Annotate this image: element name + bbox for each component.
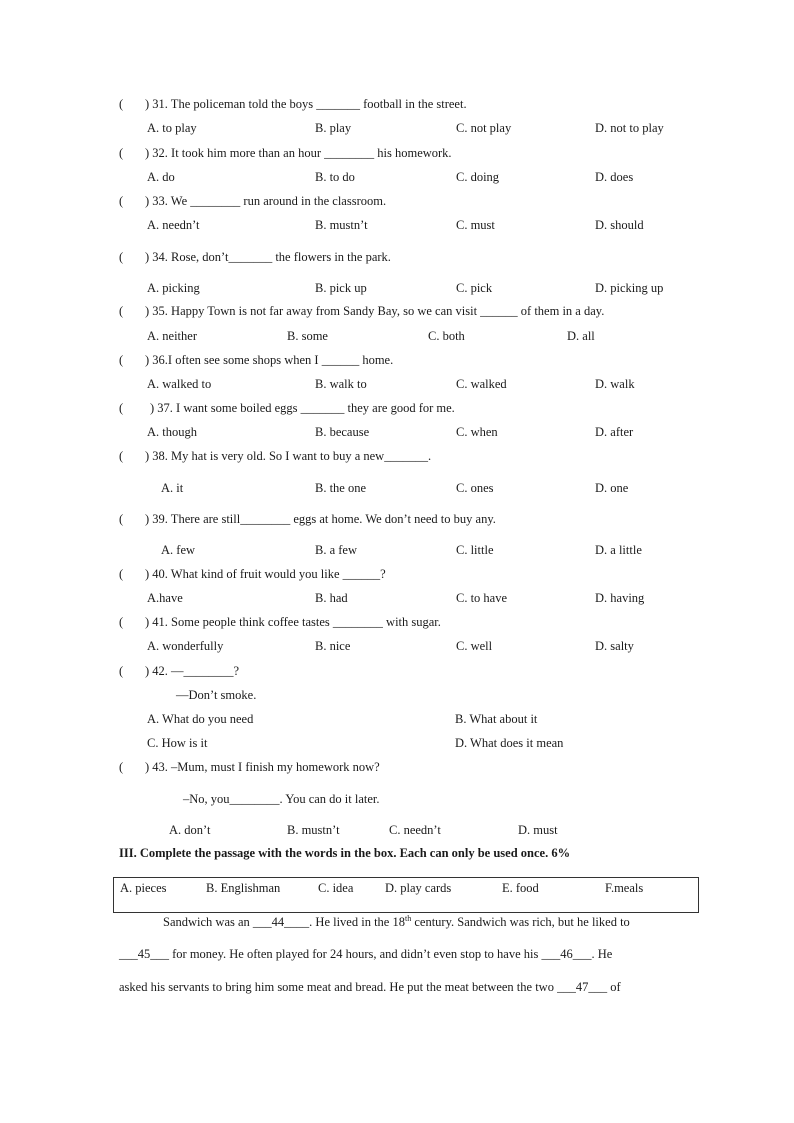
question-31: ( ) 31. The policeman told the boys _______ football in the street. bbox=[119, 97, 467, 111]
question-38: ( ) 38. My hat is very old. So I want to buy a new_______. bbox=[119, 449, 432, 463]
option-c: C. ones bbox=[456, 481, 494, 495]
passage-line-3: asked his servants to bring him some meat and bread. He put the meat between the two ___47___ of bbox=[119, 980, 621, 994]
option-c: C. needn’t bbox=[389, 823, 441, 837]
option-b: B. pick up bbox=[315, 281, 367, 295]
option-c: C. not play bbox=[456, 121, 512, 135]
option-d: D. What does it mean bbox=[455, 736, 564, 750]
option-c: C. must bbox=[456, 218, 495, 232]
word-box-item: A. pieces bbox=[120, 881, 167, 895]
option-b: B. the one bbox=[315, 481, 367, 495]
option-d: D. does bbox=[595, 170, 634, 184]
question-33: ( ) 33. We ________ run around in the classroom. bbox=[119, 194, 387, 208]
option-c: C. little bbox=[456, 543, 494, 557]
option-c: C. doing bbox=[456, 170, 500, 184]
option-c: C. to have bbox=[456, 591, 508, 605]
option-b: B. had bbox=[315, 591, 348, 605]
word-box-item: B. Englishman bbox=[206, 881, 281, 895]
passage-line-1: Sandwich was an ___44____. He lived in the 18th century. Sandwich was rich, but he liked to bbox=[163, 913, 630, 929]
question-40: ( ) 40. What kind of fruit would you like ______? bbox=[119, 567, 386, 581]
option-d: D. not to play bbox=[595, 121, 664, 135]
option-b: B. What about it bbox=[455, 712, 538, 726]
question-37: ( ) 37. I want some boiled eggs _______ they are good for me. bbox=[119, 401, 455, 415]
question-42: ( ) 42. —________? bbox=[119, 664, 240, 678]
option-c: C. walked bbox=[456, 377, 507, 391]
question-32: ( ) 32. It took him more than an hour ________ his homework. bbox=[119, 146, 452, 160]
option-c: C. both bbox=[428, 329, 465, 343]
question-39: ( ) 39. There are still________ eggs at home. We don’t need to buy any. bbox=[119, 512, 496, 526]
option-b: B. a few bbox=[315, 543, 357, 557]
passage-line-2: ___45___ for money. He often played for 24 hours, and didn’t even stop to have his ___46___. He bbox=[119, 947, 613, 961]
option-a: A. neither bbox=[147, 329, 197, 343]
option-b: B. mustn’t bbox=[287, 823, 340, 837]
option-d: D. picking up bbox=[595, 281, 664, 295]
option-b: B. nice bbox=[315, 639, 351, 653]
option-b: B. to do bbox=[315, 170, 355, 184]
option-a: A. What do you need bbox=[147, 712, 254, 726]
word-box-item: F.meals bbox=[605, 881, 644, 895]
option-a: A. few bbox=[161, 543, 196, 557]
option-a: A. it bbox=[161, 481, 184, 495]
option-d: D. must bbox=[518, 823, 558, 837]
option-a: A. do bbox=[147, 170, 175, 184]
option-b: B. because bbox=[315, 425, 370, 439]
option-c: C. well bbox=[456, 639, 493, 653]
question-41: ( ) 41. Some people think coffee tastes ________ with sugar. bbox=[119, 615, 441, 629]
option-d: D. a little bbox=[595, 543, 642, 557]
option-a: A. to play bbox=[147, 121, 197, 135]
question-34: ( ) 34. Rose, don’t_______ the flowers in the park. bbox=[119, 250, 391, 264]
option-b: B. mustn’t bbox=[315, 218, 368, 232]
option-d: D. should bbox=[595, 218, 644, 232]
dialogue-reply: –No, you________. You can do it later. bbox=[183, 792, 380, 806]
word-box-item: C. idea bbox=[318, 881, 354, 895]
option-a: A. needn’t bbox=[147, 218, 200, 232]
option-a: A. walked to bbox=[147, 377, 212, 391]
option-b: B. walk to bbox=[315, 377, 367, 391]
section-title: III. Complete the passage with the words in the box. Each can only be used once. 6% bbox=[119, 846, 571, 860]
question-43: ( ) 43. –Mum, must I finish my homework now? bbox=[119, 760, 380, 774]
option-d: D. after bbox=[595, 425, 634, 439]
option-a: A.have bbox=[147, 591, 183, 605]
option-a: A. wonderfully bbox=[147, 639, 224, 653]
word-box-item: D. play cards bbox=[385, 881, 452, 895]
option-d: D. one bbox=[595, 481, 629, 495]
word-box bbox=[113, 877, 699, 913]
option-a: A. though bbox=[147, 425, 197, 439]
option-b: B. some bbox=[287, 329, 328, 343]
dialogue-reply: —Don’t smoke. bbox=[176, 688, 257, 702]
option-d: D. having bbox=[595, 591, 645, 605]
option-c: C. pick bbox=[456, 281, 493, 295]
option-a: A. picking bbox=[147, 281, 200, 295]
option-c: C. when bbox=[456, 425, 498, 439]
option-a: A. don’t bbox=[169, 823, 211, 837]
option-d: D. walk bbox=[595, 377, 635, 391]
word-box-item: E. food bbox=[502, 881, 539, 895]
option-d: D. salty bbox=[595, 639, 634, 653]
option-b: B. play bbox=[315, 121, 352, 135]
question-35: ( ) 35. Happy Town is not far away from Sandy Bay, so we can visit ______ of them in a day. bbox=[119, 304, 605, 318]
option-c: C. How is it bbox=[147, 736, 208, 750]
question-36: ( ) 36.I often see some shops when I ______ home. bbox=[119, 353, 394, 367]
option-d: D. all bbox=[567, 329, 595, 343]
